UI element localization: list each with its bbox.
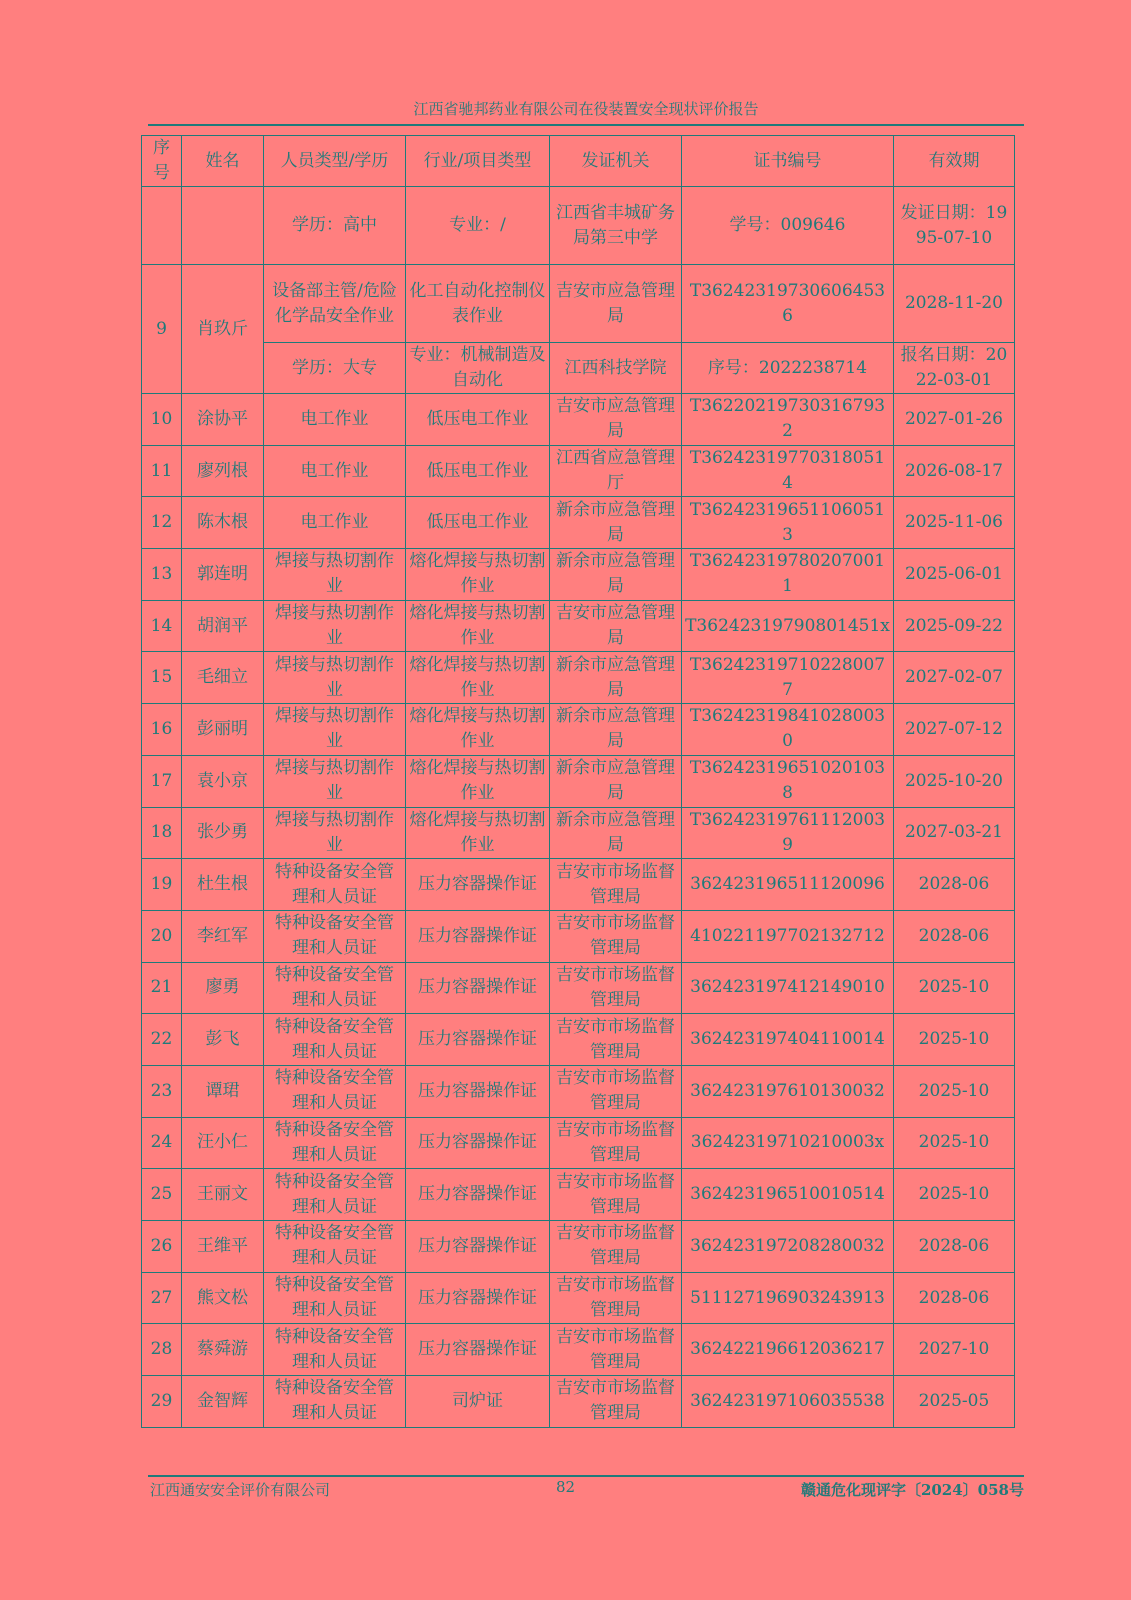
cell-type: 特种设备安全管理和人员证: [264, 1014, 406, 1066]
cell-cert-no: 362423197404110014: [682, 1014, 894, 1066]
cell-name: 彭丽明: [182, 704, 264, 756]
table-row: [142, 600, 1015, 652]
table-row: [142, 910, 1015, 962]
cell-issuer: 江西科技学院: [550, 343, 682, 394]
cell-no: 20: [142, 910, 182, 962]
cell-validity: 2025-10: [894, 1065, 1015, 1117]
cell-type: 电工作业: [264, 497, 406, 549]
cell-cert-no: 410221197702132712: [682, 910, 894, 962]
cell-name: 胡润平: [182, 600, 264, 652]
col-header-issuer: 发证机关: [550, 136, 682, 187]
cell-name: 王丽文: [182, 1169, 264, 1221]
cell-no: 11: [142, 445, 182, 497]
cell-no: 22: [142, 1014, 182, 1066]
cell-no: 18: [142, 807, 182, 859]
cell-cert-no: 362423197610130032: [682, 1065, 894, 1117]
cell-validity: 发证日期：1995-07-10: [894, 187, 1015, 265]
cell-cert-no: T362423196511060513: [682, 497, 894, 549]
cell-issuer: 新余市应急管理局: [550, 755, 682, 807]
cell-type: 焊接与热切割作业: [264, 807, 406, 859]
cell-name: 王维平: [182, 1221, 264, 1273]
cell-validity: 2025-10: [894, 962, 1015, 1014]
cell-type: 焊接与热切割作业: [264, 704, 406, 756]
cell-cert-no: 学号：009646: [682, 187, 894, 265]
cell-validity: 2028-06: [894, 1272, 1015, 1324]
table-row: [142, 1014, 1015, 1066]
cell-cert-no: 362422196612036217: [682, 1324, 894, 1376]
cell-type: 电工作业: [264, 445, 406, 497]
cell-cert-no: T362423197102280077: [682, 652, 894, 704]
cell-no: 16: [142, 704, 182, 756]
cell-validity: 2028-06: [894, 1221, 1015, 1273]
cell-industry: 压力容器操作证: [406, 1014, 550, 1066]
col-header-type: 人员类型/学历: [264, 136, 406, 187]
cell-validity: 2025-11-06: [894, 497, 1015, 549]
table-row: [142, 807, 1015, 859]
cell-issuer: 吉安市市场监督管理局: [550, 1014, 682, 1066]
cell-validity: 2025-10-20: [894, 755, 1015, 807]
cell-name: [182, 187, 264, 265]
table-row: [142, 652, 1015, 704]
cell-no: [142, 187, 182, 265]
cell-validity: 2028-06: [894, 910, 1015, 962]
personnel-certificate-table: [141, 135, 1015, 1428]
cell-industry: 压力容器操作证: [406, 1169, 550, 1221]
cell-validity: 报名日期：2022-03-01: [894, 343, 1015, 394]
table-row: [142, 265, 1015, 343]
cell-validity: 2027-01-26: [894, 394, 1015, 446]
cell-no: 24: [142, 1117, 182, 1169]
cell-type: 焊接与热切割作业: [264, 652, 406, 704]
table-row: [142, 1376, 1015, 1428]
cell-industry: 熔化焊接与热切割作业: [406, 807, 550, 859]
cell-validity: 2025-09-22: [894, 600, 1015, 652]
table-row-education: [142, 343, 1015, 394]
cell-issuer: 江西省应急管理厅: [550, 445, 682, 497]
cell-name: 张少勇: [182, 807, 264, 859]
cell-no: 15: [142, 652, 182, 704]
cell-name: 汪小仁: [182, 1117, 264, 1169]
cell-issuer: 吉安市市场监督管理局: [550, 1169, 682, 1221]
col-header-validity: 有效期: [894, 136, 1015, 187]
cell-no: 13: [142, 549, 182, 601]
cell-cert-no: 36242319710210003x: [682, 1117, 894, 1169]
cell-type: 焊接与热切割作业: [264, 755, 406, 807]
cell-cert-no: T362423198410280030: [682, 704, 894, 756]
cell-cert-no: T362423197306064536: [682, 265, 894, 343]
cell-issuer: 江西省丰城矿务局第三中学: [550, 187, 682, 265]
cell-issuer: 吉安市市场监督管理局: [550, 859, 682, 911]
cell-type: 特种设备安全管理和人员证: [264, 1221, 406, 1273]
table-row: [142, 1324, 1015, 1376]
cell-validity: 2025-05: [894, 1376, 1015, 1428]
cell-cert-no: 362423196510010514: [682, 1169, 894, 1221]
cell-type: 学历：大专: [264, 343, 406, 394]
cell-cert-no: T362423196510201038: [682, 755, 894, 807]
table-row: [142, 755, 1015, 807]
cell-industry: 压力容器操作证: [406, 1272, 550, 1324]
cell-industry: 压力容器操作证: [406, 1117, 550, 1169]
cell-name: 蔡舜游: [182, 1324, 264, 1376]
table-row: [142, 962, 1015, 1014]
cell-industry: 司炉证: [406, 1376, 550, 1428]
table-row: [142, 1272, 1015, 1324]
cell-type: 特种设备安全管理和人员证: [264, 910, 406, 962]
table-row: [142, 1221, 1015, 1273]
cell-cert-no: T362423197611120039: [682, 807, 894, 859]
cell-no: 12: [142, 497, 182, 549]
cell-no: 25: [142, 1169, 182, 1221]
cell-issuer: 新余市应急管理局: [550, 807, 682, 859]
footer-rule: [148, 1475, 1024, 1477]
footer-doc-number: 赣通危化现评字〔2024〕058号: [800, 1481, 1024, 1499]
cell-cert-no: 序号：2022238714: [682, 343, 894, 394]
cell-issuer: 吉安市市场监督管理局: [550, 1324, 682, 1376]
cell-issuer: 吉安市市场监督管理局: [550, 1272, 682, 1324]
cell-no: 21: [142, 962, 182, 1014]
cell-industry: 压力容器操作证: [406, 962, 550, 1014]
cell-issuer: 吉安市市场监督管理局: [550, 962, 682, 1014]
cell-industry: 熔化焊接与热切割作业: [406, 704, 550, 756]
cell-name: 金智辉: [182, 1376, 264, 1428]
cell-industry: 低压电工作业: [406, 497, 550, 549]
table-row: [142, 497, 1015, 549]
cell-no: 17: [142, 755, 182, 807]
cell-issuer: 新余市应急管理局: [550, 704, 682, 756]
table-row: [142, 1117, 1015, 1169]
cell-no: 27: [142, 1272, 182, 1324]
table-row: [142, 859, 1015, 911]
cell-issuer: 吉安市市场监督管理局: [550, 1376, 682, 1428]
cell-validity: 2028-11-20: [894, 265, 1015, 343]
table-row: [142, 394, 1015, 446]
cell-validity: 2028-06: [894, 859, 1015, 911]
cell-name: 李红军: [182, 910, 264, 962]
cell-validity: 2027-02-07: [894, 652, 1015, 704]
cell-type: 特种设备安全管理和人员证: [264, 1324, 406, 1376]
table-row: [142, 1169, 1015, 1221]
cell-industry: 熔化焊接与热切割作业: [406, 600, 550, 652]
page-number: 82: [556, 1478, 576, 1496]
cell-cert-no: T362423197703180514: [682, 445, 894, 497]
cell-no: 26: [142, 1221, 182, 1273]
col-header-no: 序号: [142, 136, 182, 187]
cell-name: 杜生根: [182, 859, 264, 911]
page-header-title: 江西省驰邦药业有限公司在役装置安全现状评价报告: [413, 100, 759, 118]
cell-issuer: 吉安市应急管理局: [550, 600, 682, 652]
cell-cert-no: 362423197208280032: [682, 1221, 894, 1273]
cell-type: 特种设备安全管理和人员证: [264, 1117, 406, 1169]
cell-name: 陈木根: [182, 497, 264, 549]
table-row: [142, 549, 1015, 601]
cell-validity: 2027-07-12: [894, 704, 1015, 756]
cell-industry: 压力容器操作证: [406, 859, 550, 911]
cell-type: 焊接与热切割作业: [264, 600, 406, 652]
cell-issuer: 新余市应急管理局: [550, 549, 682, 601]
cell-type: 焊接与热切割作业: [264, 549, 406, 601]
table-row: [142, 704, 1015, 756]
cell-name: 涂协平: [182, 394, 264, 446]
cell-cert-no: 362423197106035538: [682, 1376, 894, 1428]
cell-name: 彭飞: [182, 1014, 264, 1066]
table-row: [142, 1065, 1015, 1117]
cell-issuer: 吉安市应急管理局: [550, 394, 682, 446]
cell-industry: 熔化焊接与热切割作业: [406, 652, 550, 704]
cell-name: 熊文松: [182, 1272, 264, 1324]
cell-industry: 熔化焊接与热切割作业: [406, 549, 550, 601]
cell-no: 28: [142, 1324, 182, 1376]
table-row: [142, 445, 1015, 497]
cell-cert-no: 362423196511120096: [682, 859, 894, 911]
cell-validity: 2027-03-21: [894, 807, 1015, 859]
cell-no: 10: [142, 394, 182, 446]
footer-company: 江西通安安全评价有限公司: [150, 1481, 331, 1499]
cell-industry: 专业：机械制造及自动化: [406, 343, 550, 394]
cell-name: 廖勇: [182, 962, 264, 1014]
cell-name: 廖列根: [182, 445, 264, 497]
cell-validity: 2026-08-17: [894, 445, 1015, 497]
cell-name: 毛细立: [182, 652, 264, 704]
cell-type: 特种设备安全管理和人员证: [264, 1376, 406, 1428]
table-row-education-continued: [142, 187, 1015, 265]
cell-type: 特种设备安全管理和人员证: [264, 1065, 406, 1117]
cell-issuer: 吉安市市场监督管理局: [550, 1117, 682, 1169]
col-header-industry: 行业/项目类型: [406, 136, 550, 187]
cell-type: 特种设备安全管理和人员证: [264, 1272, 406, 1324]
cell-validity: 2025-10: [894, 1014, 1015, 1066]
cell-issuer: 吉安市市场监督管理局: [550, 1221, 682, 1273]
cell-issuer: 吉安市市场监督管理局: [550, 1065, 682, 1117]
cell-no: 9: [142, 265, 182, 394]
cell-industry: 专业：/: [406, 187, 550, 265]
cell-validity: 2025-10: [894, 1117, 1015, 1169]
cell-issuer: 吉安市市场监督管理局: [550, 910, 682, 962]
cell-industry: 压力容器操作证: [406, 910, 550, 962]
cell-no: 29: [142, 1376, 182, 1428]
cell-industry: 压力容器操作证: [406, 1324, 550, 1376]
cell-industry: 压力容器操作证: [406, 1065, 550, 1117]
cell-industry: 低压电工作业: [406, 445, 550, 497]
cell-type: 设备部主管/危险化学品安全作业: [264, 265, 406, 343]
cell-validity: 2025-10: [894, 1169, 1015, 1221]
col-header-cert-no: 证书编号: [682, 136, 894, 187]
cell-industry: 压力容器操作证: [406, 1221, 550, 1273]
cell-cert-no: 511127196903243913: [682, 1272, 894, 1324]
cell-name: 袁小京: [182, 755, 264, 807]
cell-industry: 化工自动化控制仪表作业: [406, 265, 550, 343]
cell-industry: 熔化焊接与热切割作业: [406, 755, 550, 807]
cell-name: 郭连明: [182, 549, 264, 601]
cell-validity: 2027-10: [894, 1324, 1015, 1376]
cell-validity: 2025-06-01: [894, 549, 1015, 601]
cell-no: 23: [142, 1065, 182, 1117]
cell-no: 14: [142, 600, 182, 652]
cell-cert-no: 362423197412149010: [682, 962, 894, 1014]
cell-cert-no: T362202197303167932: [682, 394, 894, 446]
cell-name: 谭珺: [182, 1065, 264, 1117]
cell-name: 肖玖斤: [182, 265, 264, 394]
col-header-name: 姓名: [182, 136, 264, 187]
cell-cert-no: T362423197802070011: [682, 549, 894, 601]
cell-type: 特种设备安全管理和人员证: [264, 859, 406, 911]
cell-issuer: 新余市应急管理局: [550, 652, 682, 704]
cell-type: 特种设备安全管理和人员证: [264, 1169, 406, 1221]
cell-type: 学历：高中: [264, 187, 406, 265]
cell-no: 19: [142, 859, 182, 911]
cell-type: 特种设备安全管理和人员证: [264, 962, 406, 1014]
cell-issuer: 吉安市应急管理局: [550, 265, 682, 343]
cell-issuer: 新余市应急管理局: [550, 497, 682, 549]
cell-type: 电工作业: [264, 394, 406, 446]
header-rule: [148, 124, 1024, 126]
cell-industry: 低压电工作业: [406, 394, 550, 446]
table-header-row: [142, 136, 1015, 187]
cell-cert-no: T36242319790801451x: [682, 600, 894, 652]
